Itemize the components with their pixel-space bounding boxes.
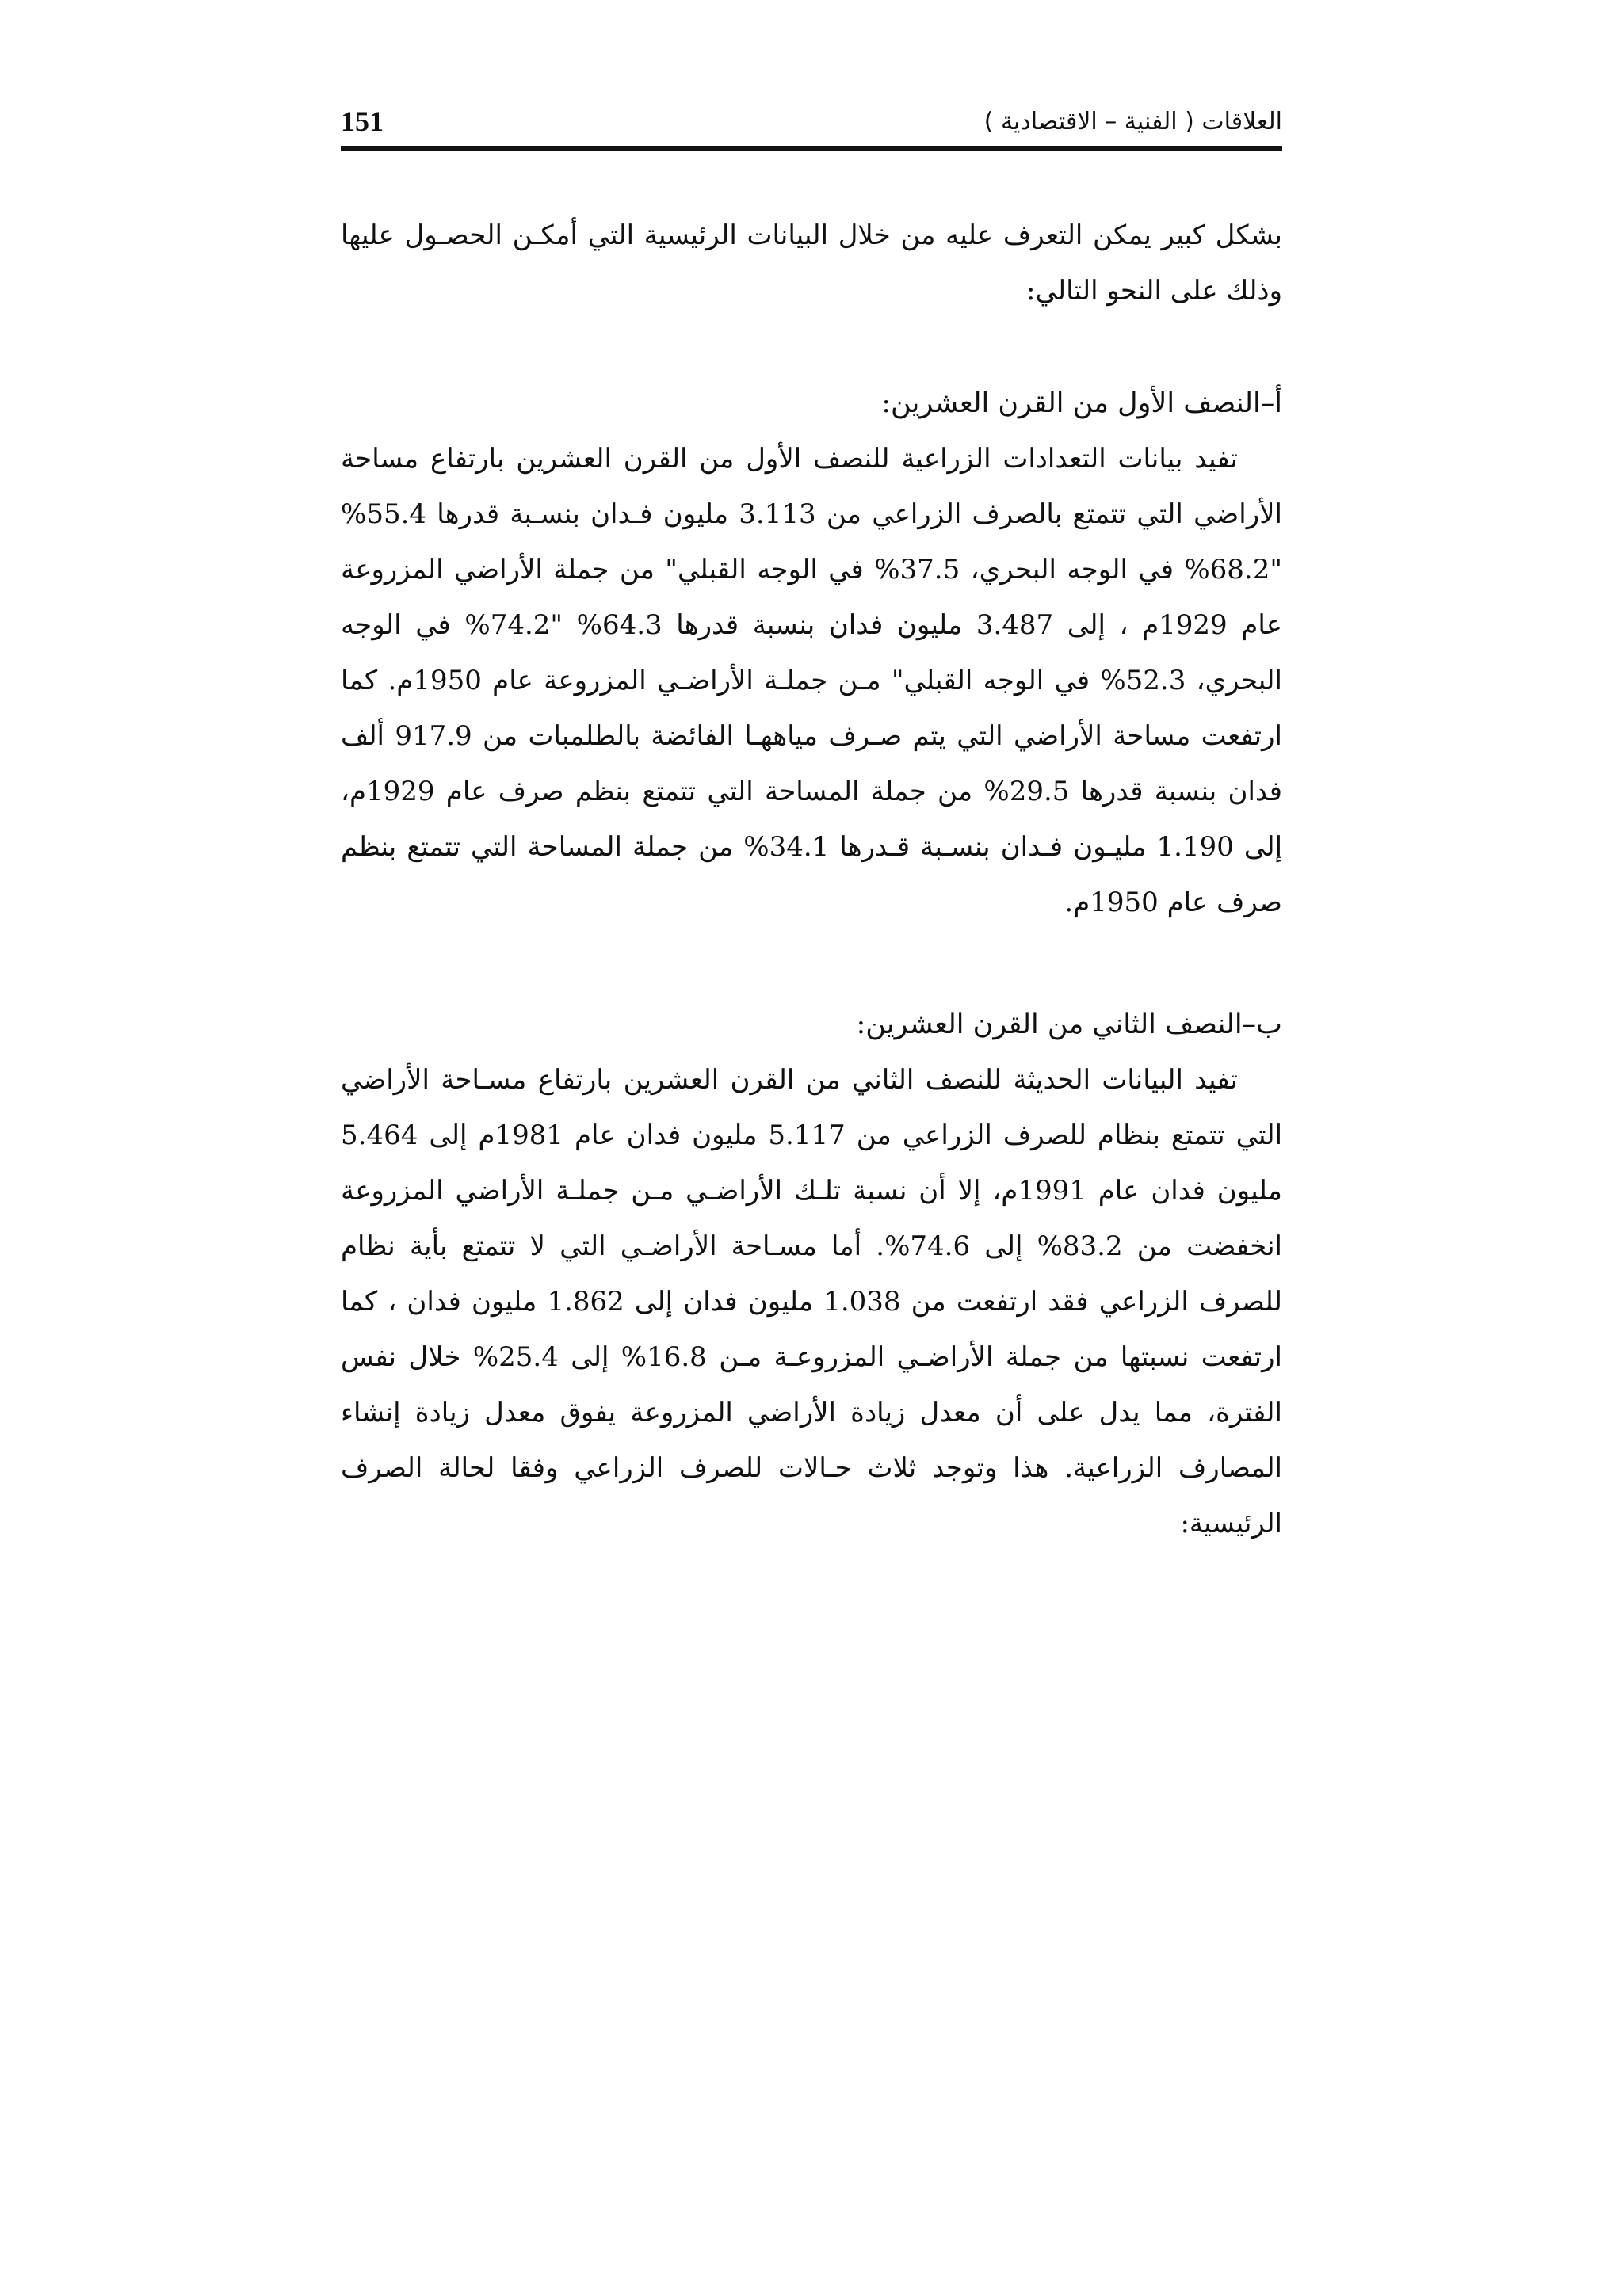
running-title: العلاقات ( الفنية – الاقتصادية ) [983, 108, 1282, 135]
intro-paragraph: بشكل كبير يمكن التعرف عليه من خلال البيانات الرئيسية التي أمكـن الحصـول عليها وذلك على النحو التالي: [341, 219, 1282, 307]
section-b-heading: ب–النصف الثاني من القرن العشرين: [856, 1009, 1282, 1040]
section-spacer [341, 930, 1282, 997]
page-header [341, 101, 1282, 146]
section-a-heading: أ–النصف الأول من القرن العشرين: [881, 387, 1282, 419]
page-number: 151 [341, 105, 384, 137]
section-a-paragraph: تفيد بيانات التعدادات الزراعية للنصف الأول من القرن العشرين بارتفاع مساحة الأراضي التي تتمتع بالصرف الزراعي من 3.113 مليون فـدان بنسـبة قدرها 55.4% "68.2% في الوجه البحري، 37.5% في الوجه القبلي" من جملة الأراضي المزروعة عام 1929م ، إلى 3.487 مليون فدان بنسبة قدرها 64.3% "74.2% في الوجه البحري، 52.3% في الوجه القبلي" مـن جملـة الأراضـي المزروعة عام 1950م. كما ارتفعت مساحة الأراضي التي يتم صـرف مياههـا الفائضة بالطلمبات من 917.9 ألف فدان بنسبة قدرها 29.5% من جملة المساحة التي تتمتع بنظم صرف عام 1929م، إلى 1.190 مليـون فـدان بنسـبة قـدرها 34.1% من جملة المساحة التي تتمتع بنظم صرف عام 1950م. [341, 443, 1283, 918]
header-divider [341, 146, 1282, 151]
section-b-paragraph: تفيد البيانات الحديثة للنصف الثاني من القرن العشرين بارتفاع مسـاحة الأراضي التي تتمتع بنظام للصرف الزراعي من 5.117 مليون فدان عام 1981م إلى 5.464 مليون فدان عام 1991م، إلا أن نسبة تلـك الأراضـي مـن جملـة الأراضي المزروعة انخفضت من 83.2% إلى 74.6%. أما مسـاحة الأراضـي التي لا تتمتع بأية نظام للصرف الزراعي فقد ارتفعت من 1.038 مليون فدان إلى 1.862 مليون فدان ، كما ارتفعت نسبتها من جملة الأراضـي المزروعـة مـن 16.8% إلى 25.4% خلال نفس الفترة، مما يدل على أن معدل زيادة الأراضي المزروعة يفوق معدل زيادة إنشاء المصارف الزراعية. هذا وتوجد ثلاث حـالات للصرف الزراعي وفقا لحالة الصرف الرئيسية: [341, 1064, 1283, 1539]
main-text [341, 208, 1282, 1551]
